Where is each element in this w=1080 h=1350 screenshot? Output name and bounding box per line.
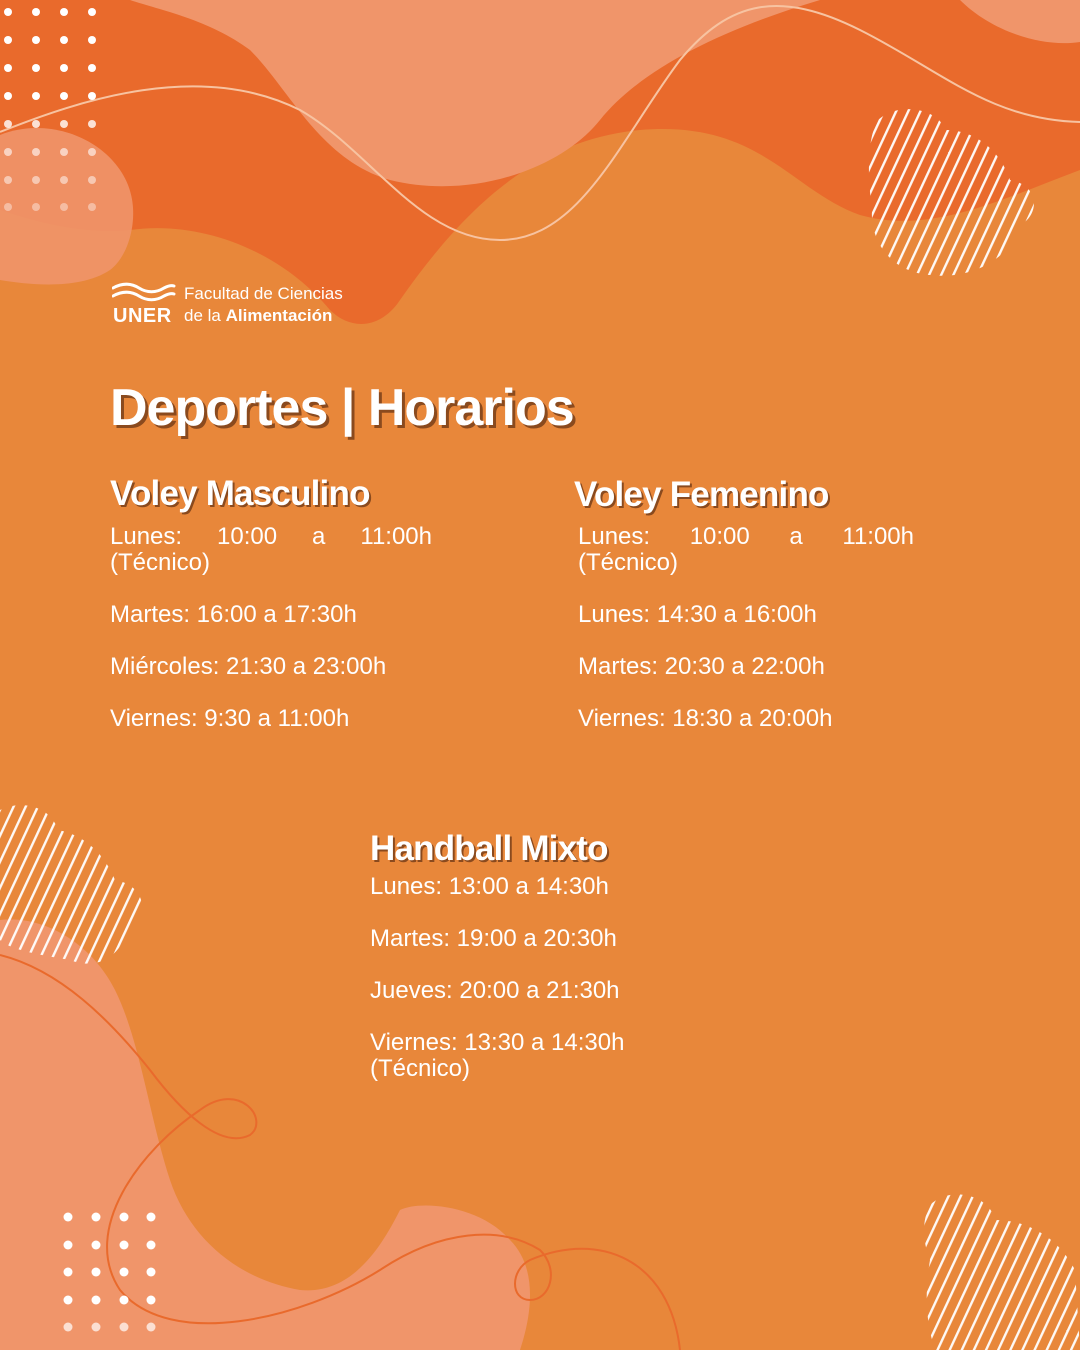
logo-acronym: UNER	[113, 305, 172, 327]
section-heading: Handball Mixto	[370, 829, 608, 868]
schedule-item: Martes: 20:30 a 22:00h	[578, 653, 825, 680]
schedule-item: Lunes: 13:00 a 14:30h	[370, 873, 609, 900]
striped-scribble-left	[0, 805, 142, 964]
section-voley-masculino	[110, 474, 432, 758]
striped-scribble-bottom-right	[924, 1194, 1080, 1350]
schedule-item: Viernes: 13:30 a 14:30h (Técnico)	[370, 1029, 625, 1082]
faculty-logo	[112, 282, 382, 332]
wave-logo-icon	[112, 282, 176, 304]
schedule-item: Lunes: 10:00 a 11:00h (Técnico)	[110, 523, 432, 576]
schedule-item: Lunes: 10:00 a 11:00h (Técnico)	[578, 523, 914, 576]
schedule-item: Martes: 16:00 a 17:30h	[110, 601, 357, 628]
schedule-list	[370, 874, 700, 1082]
logo-faculty-line1: Facultad de Ciencias	[184, 284, 343, 303]
schedule-item: Miércoles: 21:30 a 23:00h	[110, 653, 387, 680]
section-heading: Voley Masculino	[110, 474, 370, 513]
section-heading: Voley Femenino	[574, 475, 829, 514]
section-handball-mixto	[370, 829, 700, 1108]
page-title: Deportes | Horarios	[110, 379, 574, 437]
logo-line2-bold: Alimentación	[225, 306, 333, 325]
section-voley-femenino	[574, 475, 914, 758]
logo-line2-prefix: de la	[184, 306, 221, 325]
schedule-item: Jueves: 20:00 a 21:30h	[370, 977, 620, 1004]
schedule-list	[578, 524, 914, 732]
schedule-item: Martes: 19:00 a 20:30h	[370, 925, 617, 952]
logo-faculty-line2	[184, 306, 332, 326]
schedule-list	[110, 524, 432, 732]
schedule-item: Lunes: 14:30 a 16:00h	[578, 601, 817, 628]
schedule-item: Viernes: 18:30 a 20:00h	[578, 705, 833, 732]
schedule-item: Viernes: 9:30 a 11:00h	[110, 705, 350, 732]
